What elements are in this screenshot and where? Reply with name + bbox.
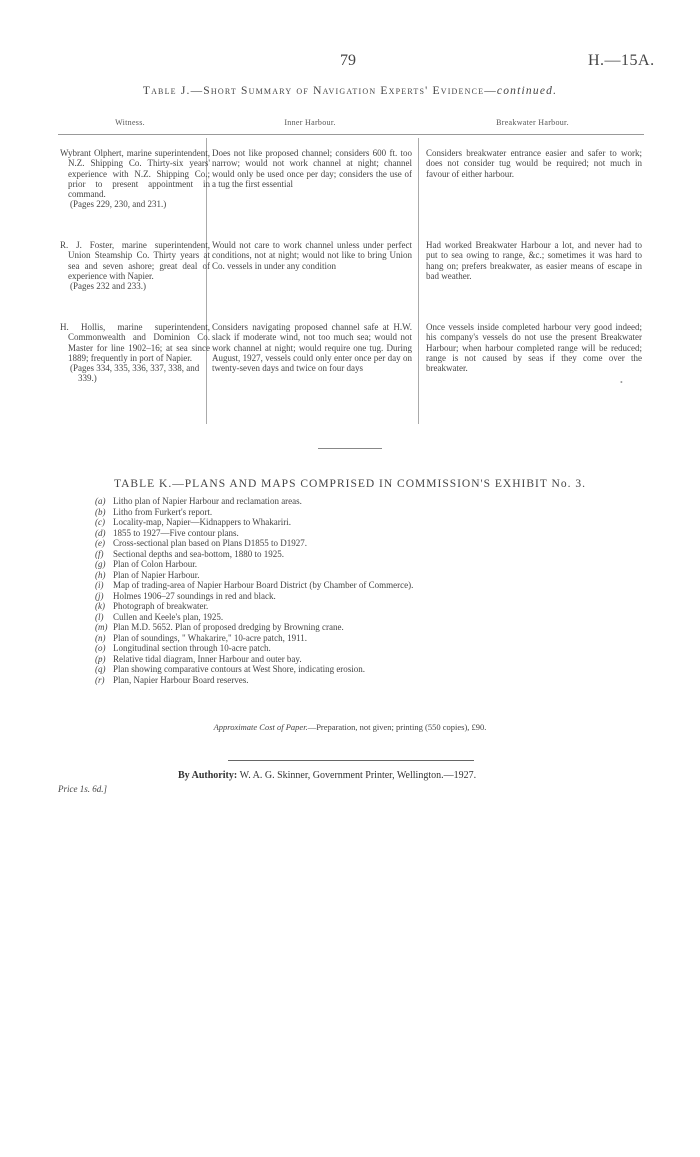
list-item-text: Locality-map, Napier—Kidnappers to Whakariri.	[113, 517, 292, 527]
list-item	[95, 633, 595, 644]
list-item-letter: (i)	[95, 580, 104, 590]
list-item-text: Cross-sectional plan based on Plans D1855 to D1927.	[113, 538, 307, 548]
table-header-rule	[58, 134, 644, 135]
witness-description: R. J. Foster, marine superintendent, Union Steamship Co. Thirty years at sea and seven ashore; great deal of experience with Napier.	[60, 240, 210, 281]
price-note: Price 1s. 6d.]	[58, 784, 107, 794]
table-k-list	[95, 496, 595, 685]
section-separator	[318, 448, 382, 449]
list-item-text: 1855 to 1927—Five contour plans.	[113, 527, 239, 538]
list-item-text: Plan, Napier Harbour Board reserves.	[113, 674, 249, 685]
list-item	[95, 570, 595, 581]
list-item	[95, 517, 595, 528]
list-item-letter: (e)	[95, 538, 105, 548]
list-item-text: Plan of Colon Harbour.	[113, 559, 197, 569]
table-row-1-inner-harbour: Does not like proposed channel; considers 600 ft. too narrow; would not work channel at night; channel would only be used once per day; considers the use of a tug the first essential	[212, 148, 412, 189]
column-header-inner-harbour: Inner Harbour.	[284, 118, 336, 127]
list-item	[95, 538, 595, 549]
cost-text: —Preparation, not given; printing (550 copies), £90.	[307, 722, 487, 732]
list-item-letter: (a)	[95, 496, 106, 506]
list-item-letter: (l)	[95, 611, 104, 622]
authority-label: By Authority:	[178, 770, 238, 781]
list-item-letter: (o)	[95, 643, 106, 653]
table-j-title	[60, 85, 640, 97]
list-item	[95, 591, 595, 602]
table-row-2-witness	[60, 240, 210, 291]
list-item-text: Plan of Napier Harbour.	[113, 569, 200, 580]
page-number: 79	[340, 52, 356, 69]
list-item-text: Plan showing comparative contours at West Shore, indicating erosion.	[113, 664, 366, 674]
list-item	[95, 528, 595, 539]
list-item-letter: (j)	[95, 590, 104, 601]
authority-text: W. A. G. Skinner, Government Printer, Wellington.—1927.	[239, 770, 477, 781]
list-item-text: Holmes 1906–27 soundings in red and black.	[113, 590, 276, 601]
list-item	[95, 643, 595, 654]
table-k-title: TABLE K.—PLANS AND MAPS COMPRISED IN COMMISSION'S EXHIBIT No. 3.	[114, 478, 586, 490]
cost-note	[100, 722, 600, 732]
list-item-text: Cullen and Keele's plan, 1925.	[113, 611, 224, 622]
printer-authority	[178, 770, 476, 781]
table-j-title-continued: continued.	[496, 85, 558, 97]
list-item-letter: (f)	[95, 548, 104, 559]
list-item-text: Relative tidal diagram, Inner Harbour and outer bay.	[113, 653, 302, 664]
list-item-letter: (c)	[95, 517, 105, 527]
table-row-2-breakwater-harbour: Had worked Breakwater Harbour a lot, and never had to put to sea owing to range, &c.; sometimes it was hard to hang on; prefers breakwater, as easier means of escape in bad weather.	[426, 240, 642, 281]
list-item	[95, 496, 595, 507]
table-row-2-inner-harbour: Would not care to work channel unless under perfect conditions, not at night; would not like to bring Union Co. vessels in under any condition	[212, 240, 412, 271]
list-item-text: Litho from Furkert's report.	[113, 506, 213, 517]
table-row-3-witness	[60, 322, 210, 384]
list-item	[95, 580, 595, 591]
list-item	[95, 612, 595, 623]
list-item-text: Photograph of breakwater.	[113, 601, 209, 611]
witness-pages: (Pages 232 and 233.)	[70, 281, 146, 292]
list-item-letter: (g)	[95, 559, 106, 569]
list-item-letter: (p)	[95, 653, 106, 664]
column-divider-2	[418, 138, 419, 424]
table-row-3-inner-harbour: Considers navigating proposed channel safe at H.W. slack if moderate wind, not too much sea; would not work channel at night; would require one tug. During August, 1927, vessels could only enter once per day on twenty-seven days and twice on four days	[212, 322, 412, 374]
column-header-witness: Witness.	[115, 118, 145, 127]
list-item	[95, 601, 595, 612]
witness-pages: (Pages 229, 230, and 231.)	[70, 199, 167, 210]
list-item-letter: (h)	[95, 569, 106, 580]
table-row-3-breakwater-harbour: Once vessels inside completed harbour very good indeed; his company's vessels do not use the present Breakwater Harbour; when harbour completed range will be reduced; range is not caused by seas if they come over the breakwater.	[426, 322, 642, 374]
witness-description: Wybrant Olphert, marine superintendent, N.Z. Shipping Co. Thirty-six years' experience with N.Z. Shipping Co.; prior to present appointment in command.	[60, 148, 210, 200]
stray-print-mark: •	[620, 378, 623, 387]
list-item-text: Map of trading-area of Napier Harbour Board District (by Chamber of Commerce).	[113, 580, 414, 590]
column-header-breakwater-harbour: Breakwater Harbour.	[496, 118, 569, 127]
list-item-text: Plan of soundings, " Whakarire," 10-acre patch, 1911.	[113, 632, 308, 643]
list-item-letter: (q)	[95, 664, 106, 674]
list-item-letter: (b)	[95, 506, 106, 517]
list-item-letter: (m)	[95, 622, 108, 632]
table-row-1-breakwater-harbour: Considers breakwater entrance easier and safer to work; does not consider tug would be required; not much in favour of either harbour.	[426, 148, 642, 179]
table-row-1-witness	[60, 148, 210, 210]
table-j-title-main: Table J.—Short Summary of Navigation Experts' Evidence—	[142, 85, 497, 97]
footer-rule	[228, 760, 474, 761]
list-item	[95, 654, 595, 665]
list-item	[95, 622, 595, 633]
list-item-letter: (k)	[95, 601, 105, 611]
list-item	[95, 549, 595, 560]
list-item-text: Longitudinal section through 10-acre patch.	[113, 643, 271, 653]
list-item	[95, 675, 595, 686]
list-item-letter: (d)	[95, 527, 106, 538]
list-item-letter: (n)	[95, 632, 106, 643]
list-item	[95, 664, 595, 675]
witness-description: H. Hollis, marine superintendent, Commonwealth and Dominion Co. Master for line 1902–16; at sea since 1889; frequently in port of Napier.	[60, 322, 210, 363]
list-item-letter: (r)	[95, 674, 105, 685]
witness-pages: (Pages 334, 335, 336, 337, 338, and 339.)	[70, 363, 200, 384]
document-reference: H.—15A.	[588, 52, 655, 69]
list-item	[95, 507, 595, 518]
list-item-text: Sectional depths and sea-bottom, 1880 to 1925.	[113, 548, 284, 559]
list-item-text: Plan M.D. 5652. Plan of proposed dredging by Browning crane.	[113, 622, 344, 632]
list-item-text: Litho plan of Napier Harbour and reclamation areas.	[113, 496, 302, 506]
cost-label: Approximate Cost of Paper.	[213, 722, 308, 732]
list-item	[95, 559, 595, 570]
